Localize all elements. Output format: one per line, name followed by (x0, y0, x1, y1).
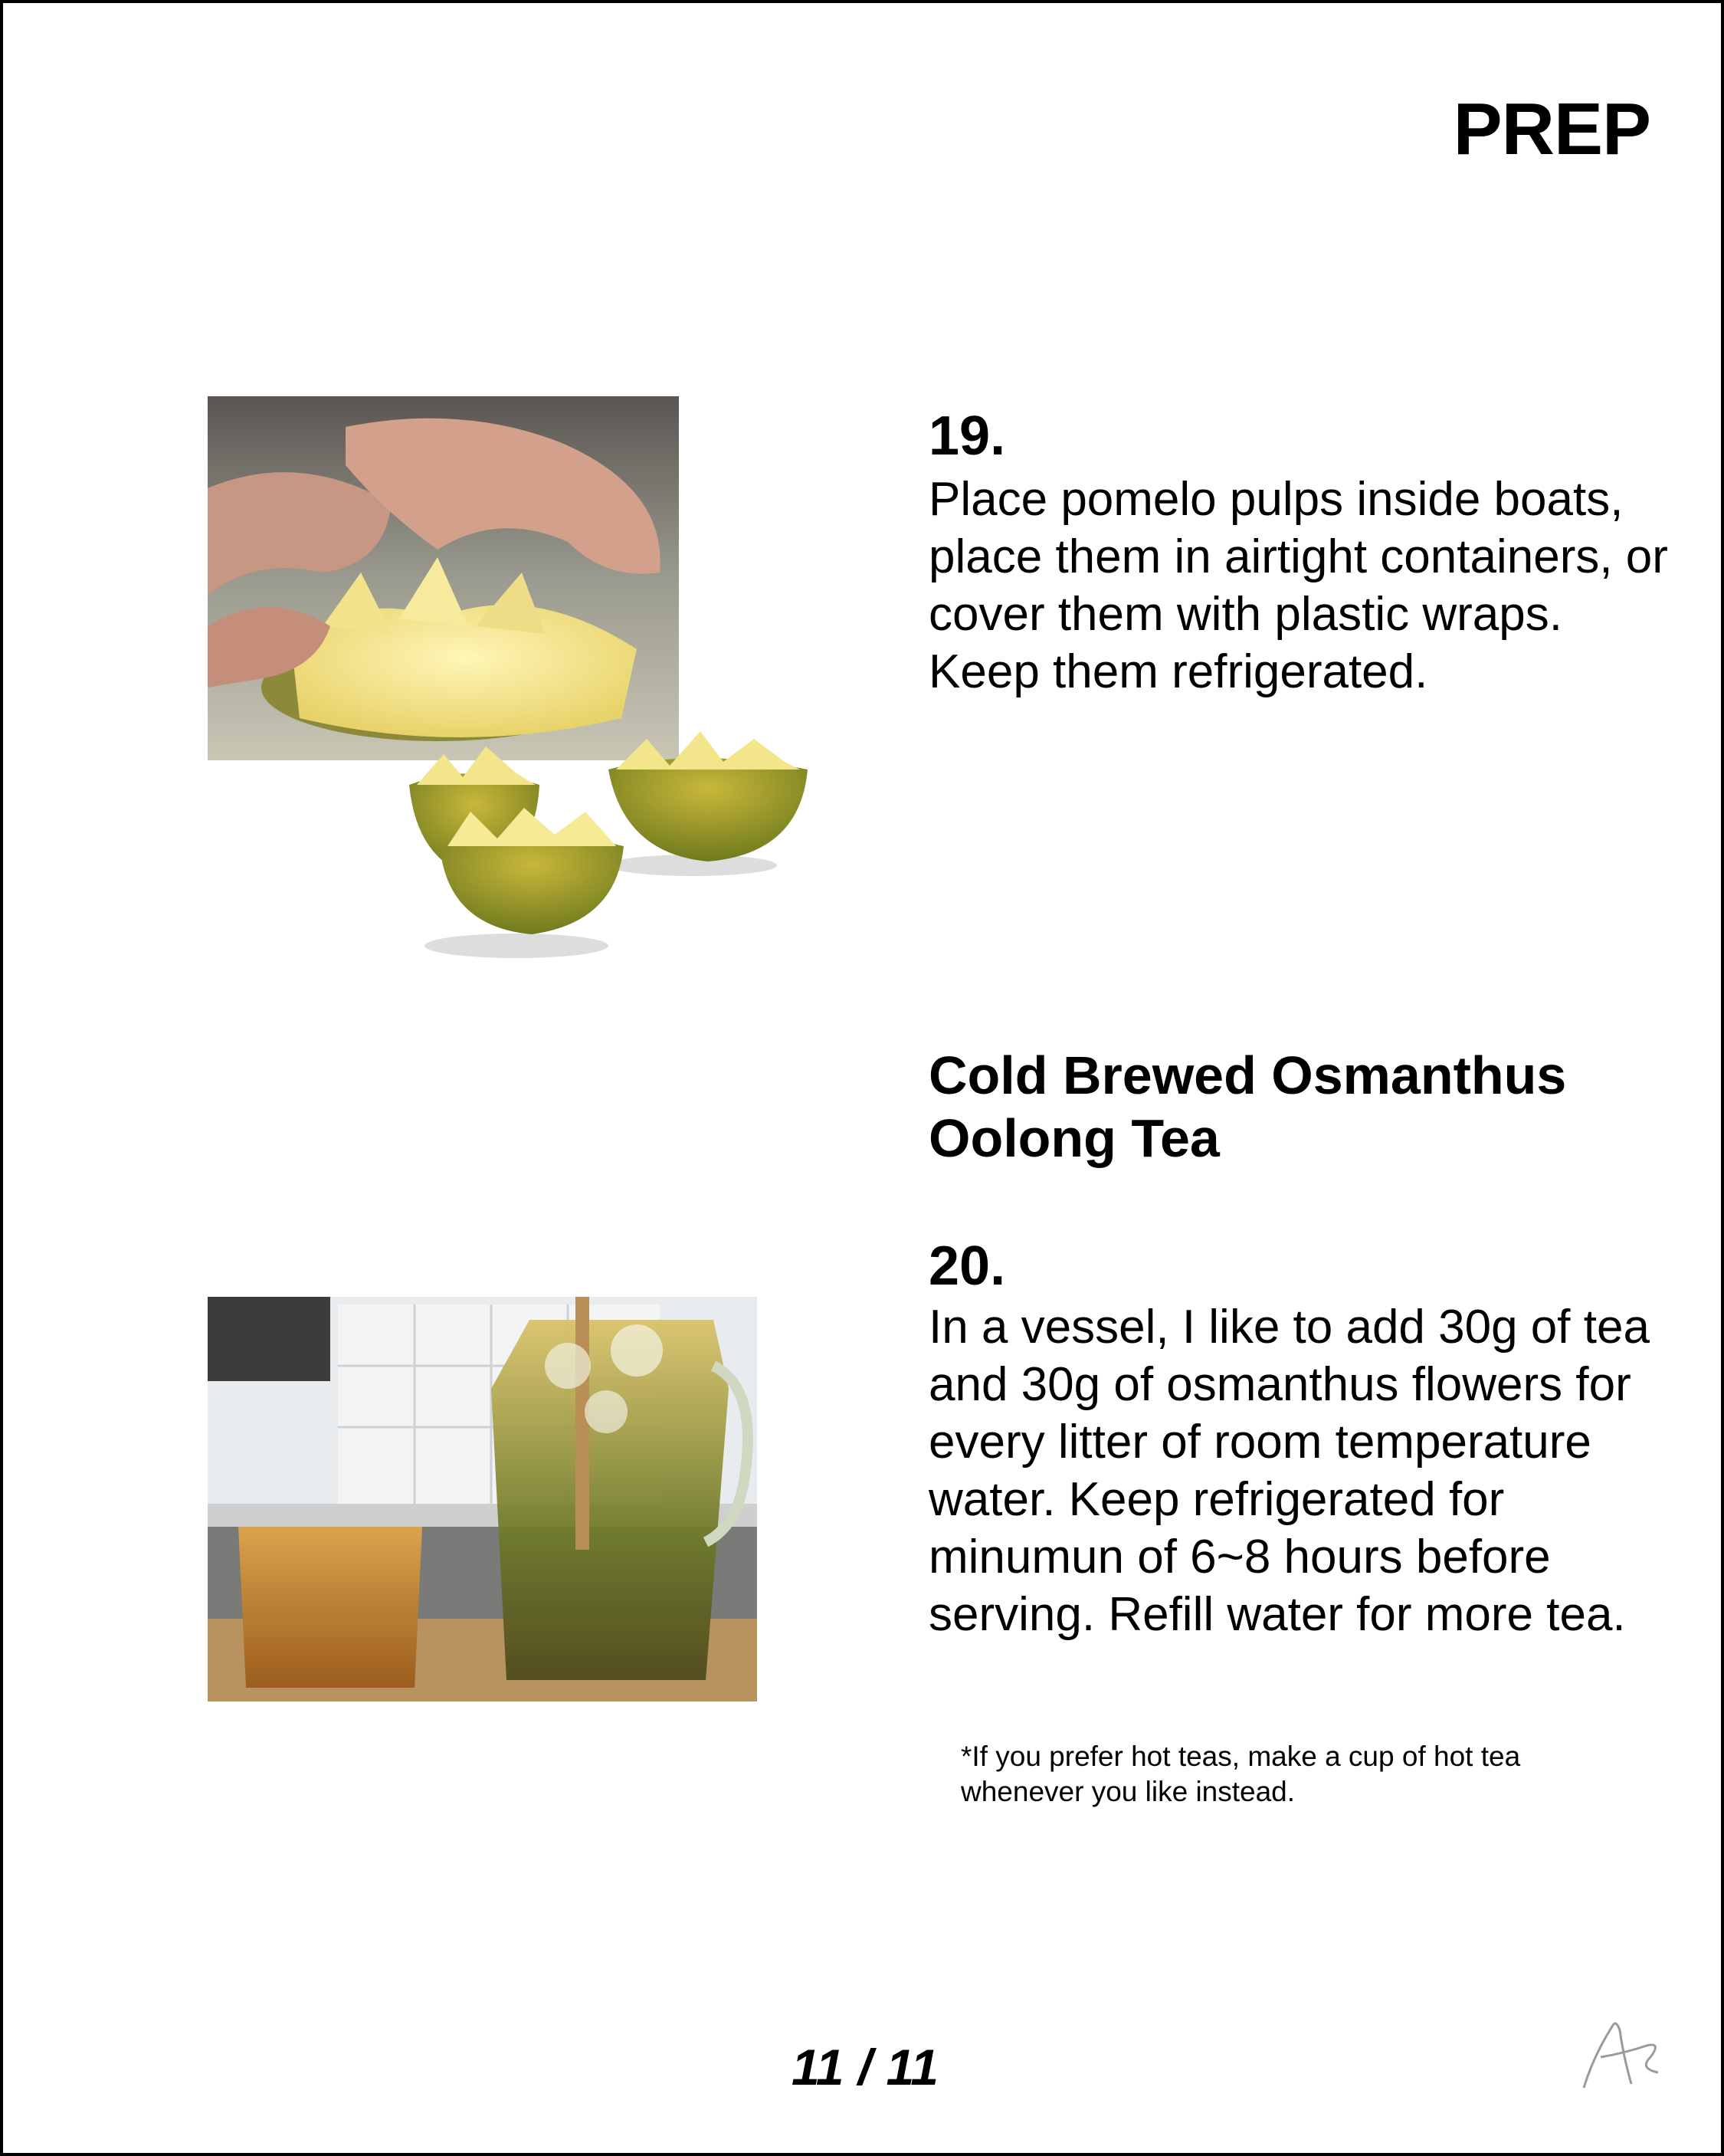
step-19-number: 19. (929, 405, 1006, 467)
page-header-title: PREP (1453, 88, 1650, 170)
hot-tea-note: *If you prefer hot teas, make a cup of hot tea whenever you like instead. (961, 1741, 1521, 1807)
pomelo-boats-illustration (402, 670, 815, 969)
step-20-text: In a vessel, I like to add 30g of tea and 30g of osmanthus flowers for every litter of room temperature water. Keep refrigerated for minumun of 6~8 hours before serving. Refill water for more tea. (929, 1301, 1650, 1641)
signature-mark (1578, 2011, 1670, 2095)
tea-pitcher-photo (208, 1297, 757, 1702)
page-number: 11 / 11 (791, 2039, 939, 2095)
step-19-text: Place pomelo pulps inside boats, place them in airtight containers, or cover them with plastic wraps. Keep them refrigerated. (929, 473, 1668, 698)
step-20-number: 20. (929, 1236, 1006, 1297)
section-title: Cold Brewed Osmanthus Oolong Tea (929, 1045, 1567, 1168)
